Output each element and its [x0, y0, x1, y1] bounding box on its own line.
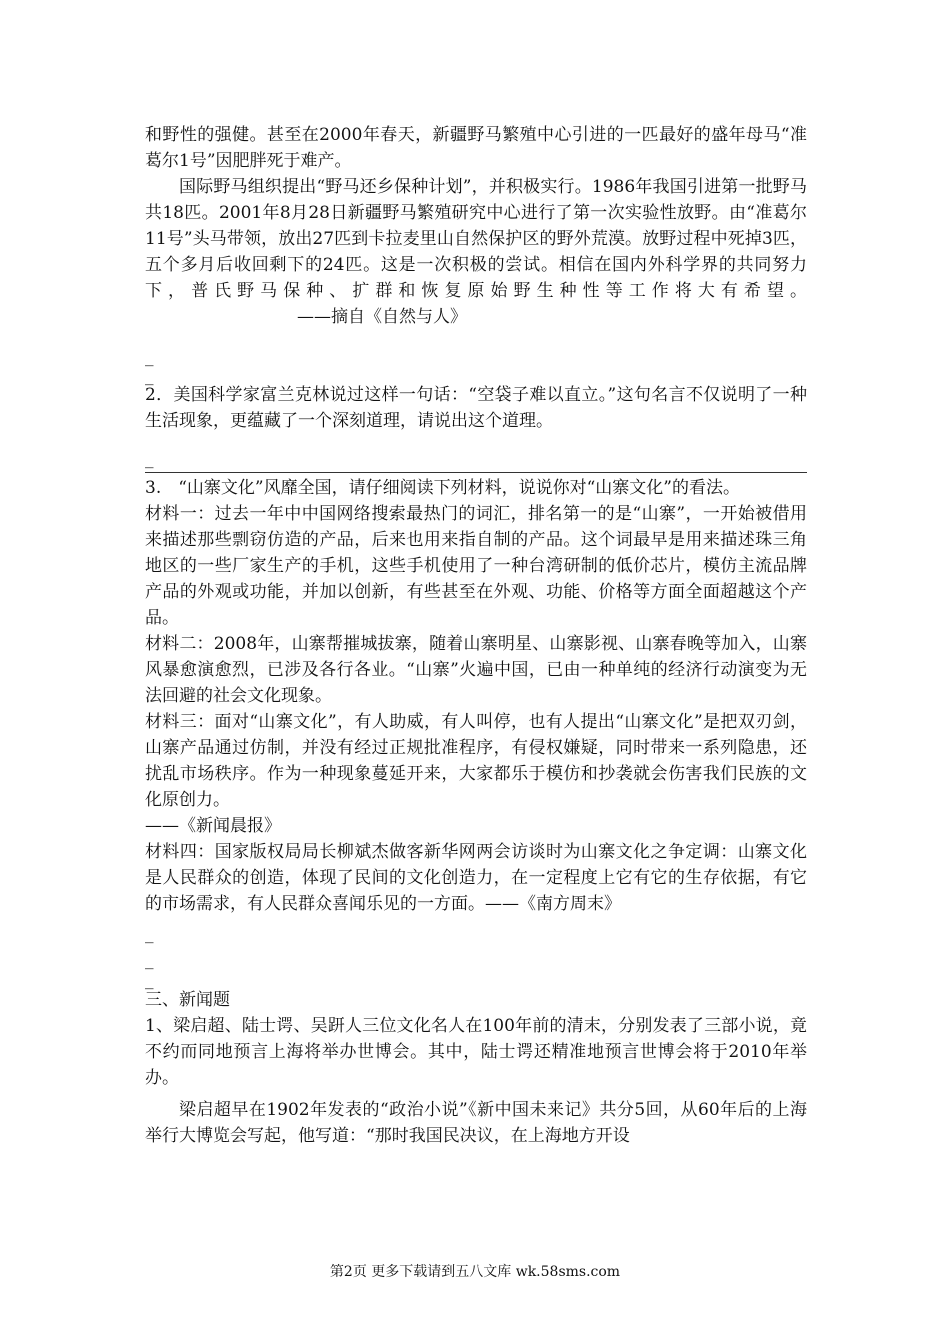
answer-blank: _ [145, 366, 154, 386]
passage-continuation: 和野性的强健。甚至在2000年春天，新疆野马繁殖中心引进的一匹最好的盛年母马“准葛尔1号”因肥胖死于难产。 [145, 125, 807, 171]
answer-blank: _ [145, 970, 154, 990]
answer-blank: _ [145, 924, 154, 944]
material-3: 材料三：面对“山寨文化”，有人助威，有人叫停，也有人提出“山寨文化”是把双刃剑，山寨产品通过仿制，并没有经过正规批准程序，有侵权嫌疑，同时带来一系列隐患，还扰乱市场秩序。作为一种现象蔓延开来，大家都乐于模仿和抄袭就会伤害我们民族的文化原创力。 [145, 712, 807, 810]
document-body [145, 122, 807, 1149]
page-footer: 第2页 更多下载请到五八文库 wk.58sms.com [329, 1264, 621, 1280]
section-heading: 三、新闻题 [145, 990, 230, 1010]
material-1: 材料一：过去一年中中国网络搜索最热门的词汇，排名第一的是“山寨”，一开始被借用来描述那些剽窃仿造的产品，后来也用来指自制的产品。这个词最早是用来描述珠三角地区的一些厂家生产的手机，这些手机使用了一种台湾研制的低价芯片，模仿主流品牌产品的外观或功能，并加以创新，有些甚至在外观、功能、价格等方面全面超越这个产品。 [145, 504, 807, 628]
answer-rule [145, 472, 807, 473]
material-2: 材料二：2008年，山寨帮摧城拔寨，随着山寨明星、山寨影视、山寨春晚等加入，山寨风暴愈演愈烈，已涉及各行各业。“山寨”火遍中国，已由一种单纯的经济行动演变为无法回避的社会文化现象。 [145, 634, 807, 706]
material-4: 材料四：国家版权局局长柳斌杰做客新华网两会访谈时为山寨文化之争定调：山寨文化是人民群众的创造，体现了民间的文化创造力，在一定程度上它有它的生存依据，有它的市场需求，有人民群众喜闻乐见的一方面。——《南方周末》 [145, 842, 807, 914]
question-3-prompt: 3. “山寨文化”风靡全国，请仔细阅读下列材料，说说你对“山寨文化”的看法。 [145, 478, 740, 498]
news-item-1-paragraph: 梁启超早在1902年发表的“政治小说”《新中国未来记》共分5回，从60年后的上海举行大博览会写起，他写道：“那时我国民决议，在上海地方开设 [145, 1100, 807, 1146]
material-3-source: ——《新闻晨报》 [145, 816, 281, 836]
answer-blank: _ [145, 449, 154, 469]
passage-citation: ——摘自《自然与人》 [297, 307, 467, 327]
question-2: 2．美国科学家富兰克林说过这样一句话：“空袋子难以直立。”这句名言不仅说明了一种生活现象，更蕴藏了一个深刻道理，请说出这个道理。 [145, 385, 807, 431]
passage-paragraph-text: 国际野马组织提出“野马还乡保种计划”，并积极实行。1986年我国引进第一批野马共18匹。2001年8月28日新疆野马繁殖研究中心进行了第一次实验性放野。由“准葛尔11号”头马带领，放出27匹到卡拉麦里山自然保护区的野外荒漠。放野过程中死掉3匹，五个多月后收回剩下的24匹。这是一次积极的尝试。相信在国内外科学界的共同努力下，普氏野马保种、扩群和恢复原始野生种性等工作将大有希望。 [145, 177, 807, 301]
answer-blank: _ [145, 347, 154, 367]
answer-blank: _ [145, 950, 154, 970]
passage-paragraph [145, 174, 807, 330]
news-item-1: 1、梁启超、陆士谔、吴趼人三位文化名人在100年前的清末，分别发表了三部小说，竟不约而同地预言上海将举办世博会。其中，陆士谔还精准地预言世博会将于2010年举办。 [145, 1016, 807, 1088]
